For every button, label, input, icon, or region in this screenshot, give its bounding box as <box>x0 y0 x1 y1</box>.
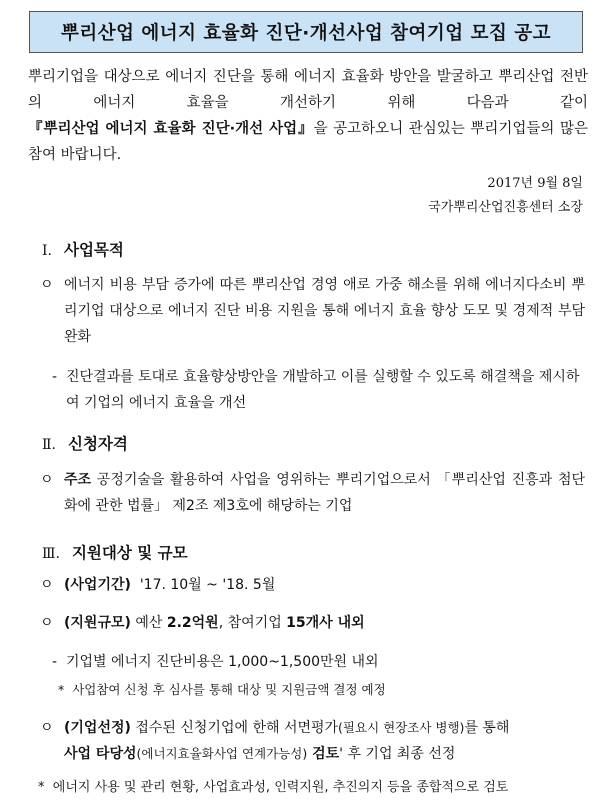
bullet-circle-icon: ㅇ <box>40 577 54 593</box>
selection-item <box>40 715 585 767</box>
support-scale-item <box>40 610 585 636</box>
final-note-text: 에너지 사용 및 관리 현황, 사업효과성, 인력지원, 추진의지 등을 종합적으로 검토 <box>52 780 509 795</box>
cost-note-item <box>52 649 582 675</box>
cost-subnote-text: 사업참여 신청 후 심사를 통해 대상 및 지원금액 결정 예정 <box>72 682 386 697</box>
selection-label: (기업선정) <box>64 720 131 736</box>
eligibility-bold: 주조 <box>64 472 92 488</box>
asterisk-icon: * <box>38 780 45 795</box>
selection-paren-1: (필요시 현장조사 병행) <box>338 720 465 735</box>
section-number: Ⅱ. <box>42 437 56 453</box>
bullet-circle-icon: ㅇ <box>40 720 54 736</box>
final-note <box>38 778 598 798</box>
issuing-organization: 국가뿌리산업진흥센터 소장 <box>428 200 583 215</box>
cost-note-text: 기업별 에너지 진단비용은 1,000~1,500만원 내외 <box>66 654 379 670</box>
purpose-text: 에너지 비용 부담 증가에 따른 뿌리산업 경영 애로 가중 해소를 위해 에너지다소비 뿌리기업 대상으로 에너지 진단 비용 지원을 통해 에너지 효율 향상 도모 및 경제적 부담 완화 <box>64 277 585 345</box>
cost-subnote <box>58 680 578 700</box>
intro-text-1: 뿌리기업을 대상으로 에너지 진단을 통해 에너지 효율화 방안을 발굴하고 뿌리산업 전반의 에너지 효율을 개선하기 위해 다음과 같이 <box>28 69 588 111</box>
section-heading-purpose <box>42 238 124 260</box>
bullet-circle-icon: ㅇ <box>40 615 54 631</box>
selection-text-1: 접수된 신청기업에 한해 서면평가 <box>130 720 339 736</box>
purpose-subitem <box>52 364 582 416</box>
purpose-item <box>40 272 585 350</box>
section-heading-eligibility <box>42 432 128 454</box>
bullet-circle-icon: ㅇ <box>40 472 54 488</box>
asterisk-icon: * <box>58 682 65 697</box>
section-heading-support <box>42 541 188 563</box>
section-number: Ⅲ. <box>42 546 60 562</box>
eligibility-text: 공정기술을 활용하여 사업을 영위하는 뿌리기업으로서 「뿌리산업 진흥과 첨단화에 관한 법률」 제2조 제3호에 해당하는 기업 <box>64 472 585 514</box>
section-number: Ⅰ. <box>42 243 52 259</box>
dash-icon: - <box>52 654 58 670</box>
selection-paren-2: (에너지효율화사업 연계가능성) <box>136 746 308 761</box>
notice-date: 2017년 9월 8일 <box>487 176 583 191</box>
scale-count: 15개사 내외 <box>286 615 365 631</box>
bullet-circle-icon: ㅇ <box>40 277 54 293</box>
intro-highlight: 『뿌리산업 에너지 효율화 진단·개선 사업』 <box>28 121 314 137</box>
scale-mid: , 참여기업 <box>218 615 287 631</box>
selection-text-3: ' 후 기업 최종 선정 <box>339 746 456 762</box>
dash-icon: - <box>52 369 58 385</box>
period-label: (사업기간) <box>64 577 131 593</box>
support-period-item <box>40 572 585 598</box>
selection-bold-2: 사업 타당성 <box>64 746 137 762</box>
selection-text-2: 를 통해 <box>464 720 510 736</box>
scale-label: (지원규모) <box>64 615 131 631</box>
intro-text-2: 을 공고하오니 관심있는 뿌리기업들의 많은 참여 바랍니다. <box>28 121 589 163</box>
section-title: 지원대상 및 규모 <box>71 544 188 562</box>
intro-paragraph <box>28 64 588 168</box>
notice-title: 뿌리산업 에너지 효율화 진단·개선사업 참여기업 모집 공고 <box>29 11 583 53</box>
period-value: '17. 10월 ~ '18. 5월 <box>139 577 276 593</box>
scale-budget: 2.2억원 <box>166 615 219 631</box>
scale-pre: 예산 <box>130 615 167 631</box>
eligibility-item <box>40 467 585 519</box>
section-title: 신청자격 <box>67 435 128 453</box>
purpose-subtext: 진단결과를 토대로 효율향상방안을 개발하고 이를 실행할 수 있도록 해결책을 제시하여 기업의 에너지 효율을 개선 <box>66 369 580 411</box>
selection-bold-3: 검토 <box>307 746 340 762</box>
section-title: 사업목적 <box>63 241 124 259</box>
